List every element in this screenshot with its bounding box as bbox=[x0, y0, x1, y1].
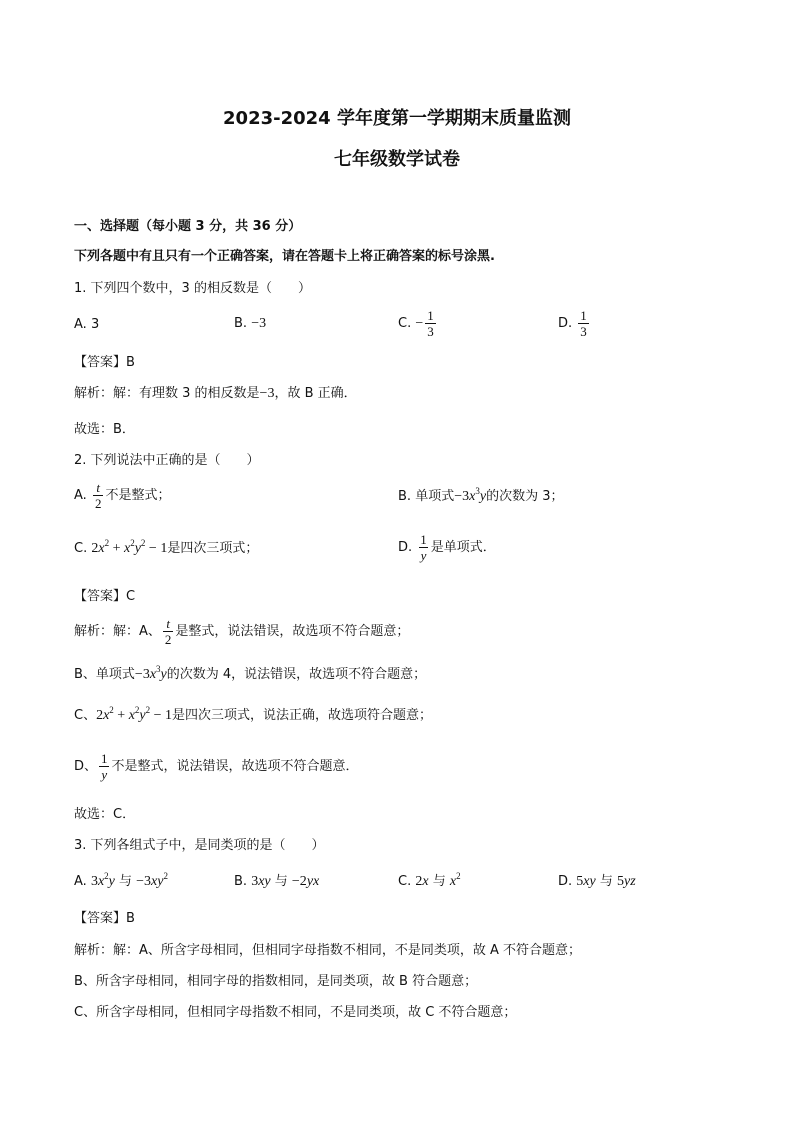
math-coefficient: 5 bbox=[617, 874, 624, 889]
math-operator: + bbox=[109, 541, 124, 556]
q2-option-c-label: C. bbox=[74, 541, 88, 556]
q2-analysis-d-text: 不是整式，说法错误，故选项不符合题意． bbox=[111, 759, 359, 774]
math-exponent: 2 bbox=[134, 705, 140, 715]
math-exponent: 3 bbox=[475, 486, 480, 496]
math-coefficient: 2 bbox=[415, 874, 423, 889]
q2-analysis-b-text: 的次数为 4，说法错误，故选项不符合题意； bbox=[166, 667, 427, 682]
q2-analysis-a-text: 是整式，说法错误，故选项不符合题意； bbox=[175, 624, 410, 639]
math-exponent: 2 bbox=[145, 705, 151, 715]
fraction-denominator: 3 bbox=[580, 324, 587, 339]
math-variable: xy bbox=[151, 874, 164, 889]
q1-option-d-fraction bbox=[578, 308, 589, 339]
q1-option-d-label: D. bbox=[558, 316, 573, 331]
q2-choice: 故选：C． bbox=[74, 807, 136, 822]
q1-option-b-label: B. bbox=[234, 316, 248, 331]
math-exponent: 2 bbox=[163, 871, 168, 881]
q3-analysis-a: 解析：解：A、所含字母相同，但相同字母指数不相同，不是同类项，故 A 不符合题意； bbox=[74, 943, 582, 958]
q2-analysis-b-prefix: B、单项式 bbox=[74, 667, 135, 682]
q1-answer: 【答案】B bbox=[74, 355, 135, 370]
section-heading: 一、选择题（每小题 3 分，共 36 分） bbox=[74, 219, 302, 234]
q2-option-b-prefix: 单项式 bbox=[415, 489, 455, 504]
q2-option-c bbox=[74, 538, 259, 557]
q2-analysis-d-prefix: D、 bbox=[74, 759, 98, 774]
q3-option-a-connector: 与 bbox=[114, 874, 137, 889]
fraction-denominator: y bbox=[420, 548, 427, 563]
fraction-denominator: y bbox=[101, 767, 108, 782]
q2-analysis-b bbox=[74, 664, 427, 683]
math-variable: y bbox=[108, 874, 115, 889]
q3-answer: 【答案】B bbox=[74, 911, 135, 926]
q3-option-d bbox=[558, 874, 636, 890]
q2-analysis-c-text: 是四次三项式，说法正确，故选项符合题意； bbox=[172, 708, 433, 723]
q3-option-a-label: A. bbox=[74, 874, 87, 889]
math-operator: − 1 bbox=[150, 708, 173, 723]
q2-option-d bbox=[398, 532, 496, 563]
q2-option-b bbox=[398, 486, 564, 505]
math-variable: x bbox=[469, 489, 476, 504]
q1-option-a-value: 3 bbox=[90, 317, 100, 332]
math-coefficient: 5 bbox=[576, 874, 584, 889]
math-exponent: 2 bbox=[140, 538, 146, 548]
fraction-numerator: 1 bbox=[420, 532, 427, 547]
math-variable: yz bbox=[624, 874, 636, 889]
q2-option-a-text: 不是整式； bbox=[105, 488, 171, 503]
fraction-numerator: 1 bbox=[101, 751, 108, 766]
math-coefficient: 2 bbox=[96, 708, 104, 723]
q1-analysis-value: −3 bbox=[259, 386, 275, 401]
section-instruction: 下列各题中有且只有一个正确答案，请在答题卡上将正确答案的标号涂黑. bbox=[74, 249, 495, 264]
q1-option-a-label: A. bbox=[74, 317, 87, 332]
q3-option-c-connector: 与 bbox=[428, 874, 450, 889]
q2-analysis-c-prefix: C、 bbox=[74, 708, 97, 723]
q1-analysis-text-end: ，故 B 正确． bbox=[274, 386, 357, 401]
q3-option-d-label: D. bbox=[558, 874, 573, 889]
math-variable: yx bbox=[306, 874, 320, 889]
q1-option-c-fraction bbox=[425, 308, 436, 339]
math-exponent: 2 bbox=[456, 871, 461, 881]
q1-analysis bbox=[74, 386, 357, 402]
math-variable: xy bbox=[583, 874, 596, 889]
q1-analysis-text: 解析：解：有理数 3 的相反数是 bbox=[74, 386, 260, 401]
q2-analysis-a-fraction bbox=[163, 616, 174, 647]
fraction-numerator: 1 bbox=[427, 308, 434, 323]
math-exponent: 2 bbox=[130, 538, 135, 548]
math-variable: x bbox=[149, 667, 157, 682]
fraction-numerator: 1 bbox=[580, 308, 587, 323]
q2-analysis-a bbox=[74, 616, 409, 647]
q2-option-d-label: D. bbox=[398, 540, 413, 555]
q3-option-b bbox=[234, 874, 319, 890]
math-variable: y bbox=[479, 489, 487, 504]
math-coefficient: 3 bbox=[251, 874, 259, 889]
q1-option-a bbox=[74, 317, 99, 333]
math-variable: xy bbox=[258, 874, 271, 889]
math-exponent: 3 bbox=[156, 664, 161, 674]
q1-option-c-sign: − bbox=[415, 316, 424, 331]
fraction-numerator: t bbox=[166, 616, 170, 631]
q3-option-b-label: B. bbox=[234, 874, 248, 889]
q2-analysis-d bbox=[74, 751, 359, 782]
math-variable: y bbox=[160, 667, 167, 682]
math-variable: x bbox=[449, 874, 457, 889]
exam-subtitle: 七年级数学试卷 bbox=[334, 149, 460, 170]
q2-option-b-suffix: 的次数为 3； bbox=[486, 489, 564, 504]
math-coefficient: 3 bbox=[90, 874, 98, 889]
math-variable: x bbox=[98, 541, 105, 556]
q2-option-a-fraction bbox=[93, 480, 104, 511]
q3-stem: 3. 下列各组式子中，是同类项的是（ ） bbox=[74, 838, 325, 853]
q1-choice: 故选：B． bbox=[74, 422, 135, 437]
math-variable: x bbox=[128, 708, 135, 723]
q1-stem: 1. 下列四个数中，3 的相反数是（ ） bbox=[74, 281, 311, 296]
math-coefficient: 2 bbox=[91, 541, 99, 556]
q1-option-c-label: C. bbox=[398, 316, 412, 331]
q3-analysis-b: B、所含字母相同，相同字母的指数相同，是同类项，故 B 符合题意； bbox=[74, 974, 478, 989]
math-variable: x bbox=[123, 541, 131, 556]
math-variable: x bbox=[97, 874, 105, 889]
math-coefficient: −2 bbox=[291, 874, 307, 889]
math-variable: y bbox=[139, 708, 146, 723]
q2-option-c-text: 是四次三项式； bbox=[167, 541, 259, 556]
fraction-denominator: 2 bbox=[94, 496, 102, 511]
q2-answer: 【答案】C bbox=[74, 589, 136, 604]
q2-option-d-fraction bbox=[418, 532, 429, 563]
q3-option-a bbox=[74, 871, 168, 890]
q3-option-d-connector: 与 bbox=[595, 874, 617, 889]
q2-option-b-label: B. bbox=[398, 489, 412, 504]
math-variable: x bbox=[422, 874, 429, 889]
fraction-numerator: t bbox=[96, 480, 100, 495]
q3-option-b-connector: 与 bbox=[270, 874, 292, 889]
math-exponent: 2 bbox=[104, 538, 110, 548]
q2-option-a bbox=[74, 480, 170, 511]
math-variable: x bbox=[103, 708, 110, 723]
q3-option-c-label: C. bbox=[398, 874, 412, 889]
q2-analysis-d-fraction bbox=[99, 751, 110, 782]
math-operator: + bbox=[113, 708, 129, 723]
q1-option-c bbox=[398, 308, 438, 339]
q1-option-d bbox=[558, 308, 591, 339]
q2-option-a-label: A. bbox=[74, 488, 87, 503]
fraction-denominator: 3 bbox=[427, 324, 434, 339]
math-coefficient: −3 bbox=[134, 667, 150, 682]
exam-title: 2023-2024 学年度第一学期期末质量监测 bbox=[223, 108, 571, 129]
fraction-denominator: 2 bbox=[164, 632, 172, 647]
q1-option-b bbox=[234, 316, 266, 332]
q3-option-c bbox=[398, 871, 461, 890]
math-coefficient: −3 bbox=[454, 489, 470, 504]
q3-analysis-c: C、所含字母相同，但相同字母指数不相同，不是同类项，故 C 不符合题意； bbox=[74, 1005, 517, 1020]
q2-analysis-a-prefix: 解析：解：A、 bbox=[74, 624, 161, 639]
q1-option-b-value: −3 bbox=[251, 316, 267, 331]
math-coefficient: −3 bbox=[136, 874, 152, 889]
q2-stem: 2. 下列说法中正确的是（ ） bbox=[74, 453, 260, 468]
math-exponent: 2 bbox=[104, 871, 109, 881]
math-exponent: 2 bbox=[109, 705, 114, 715]
math-variable: y bbox=[134, 541, 141, 556]
q2-analysis-c bbox=[74, 705, 433, 724]
math-operator: − 1 bbox=[145, 541, 168, 556]
q2-option-d-text: 是单项式． bbox=[430, 540, 496, 555]
